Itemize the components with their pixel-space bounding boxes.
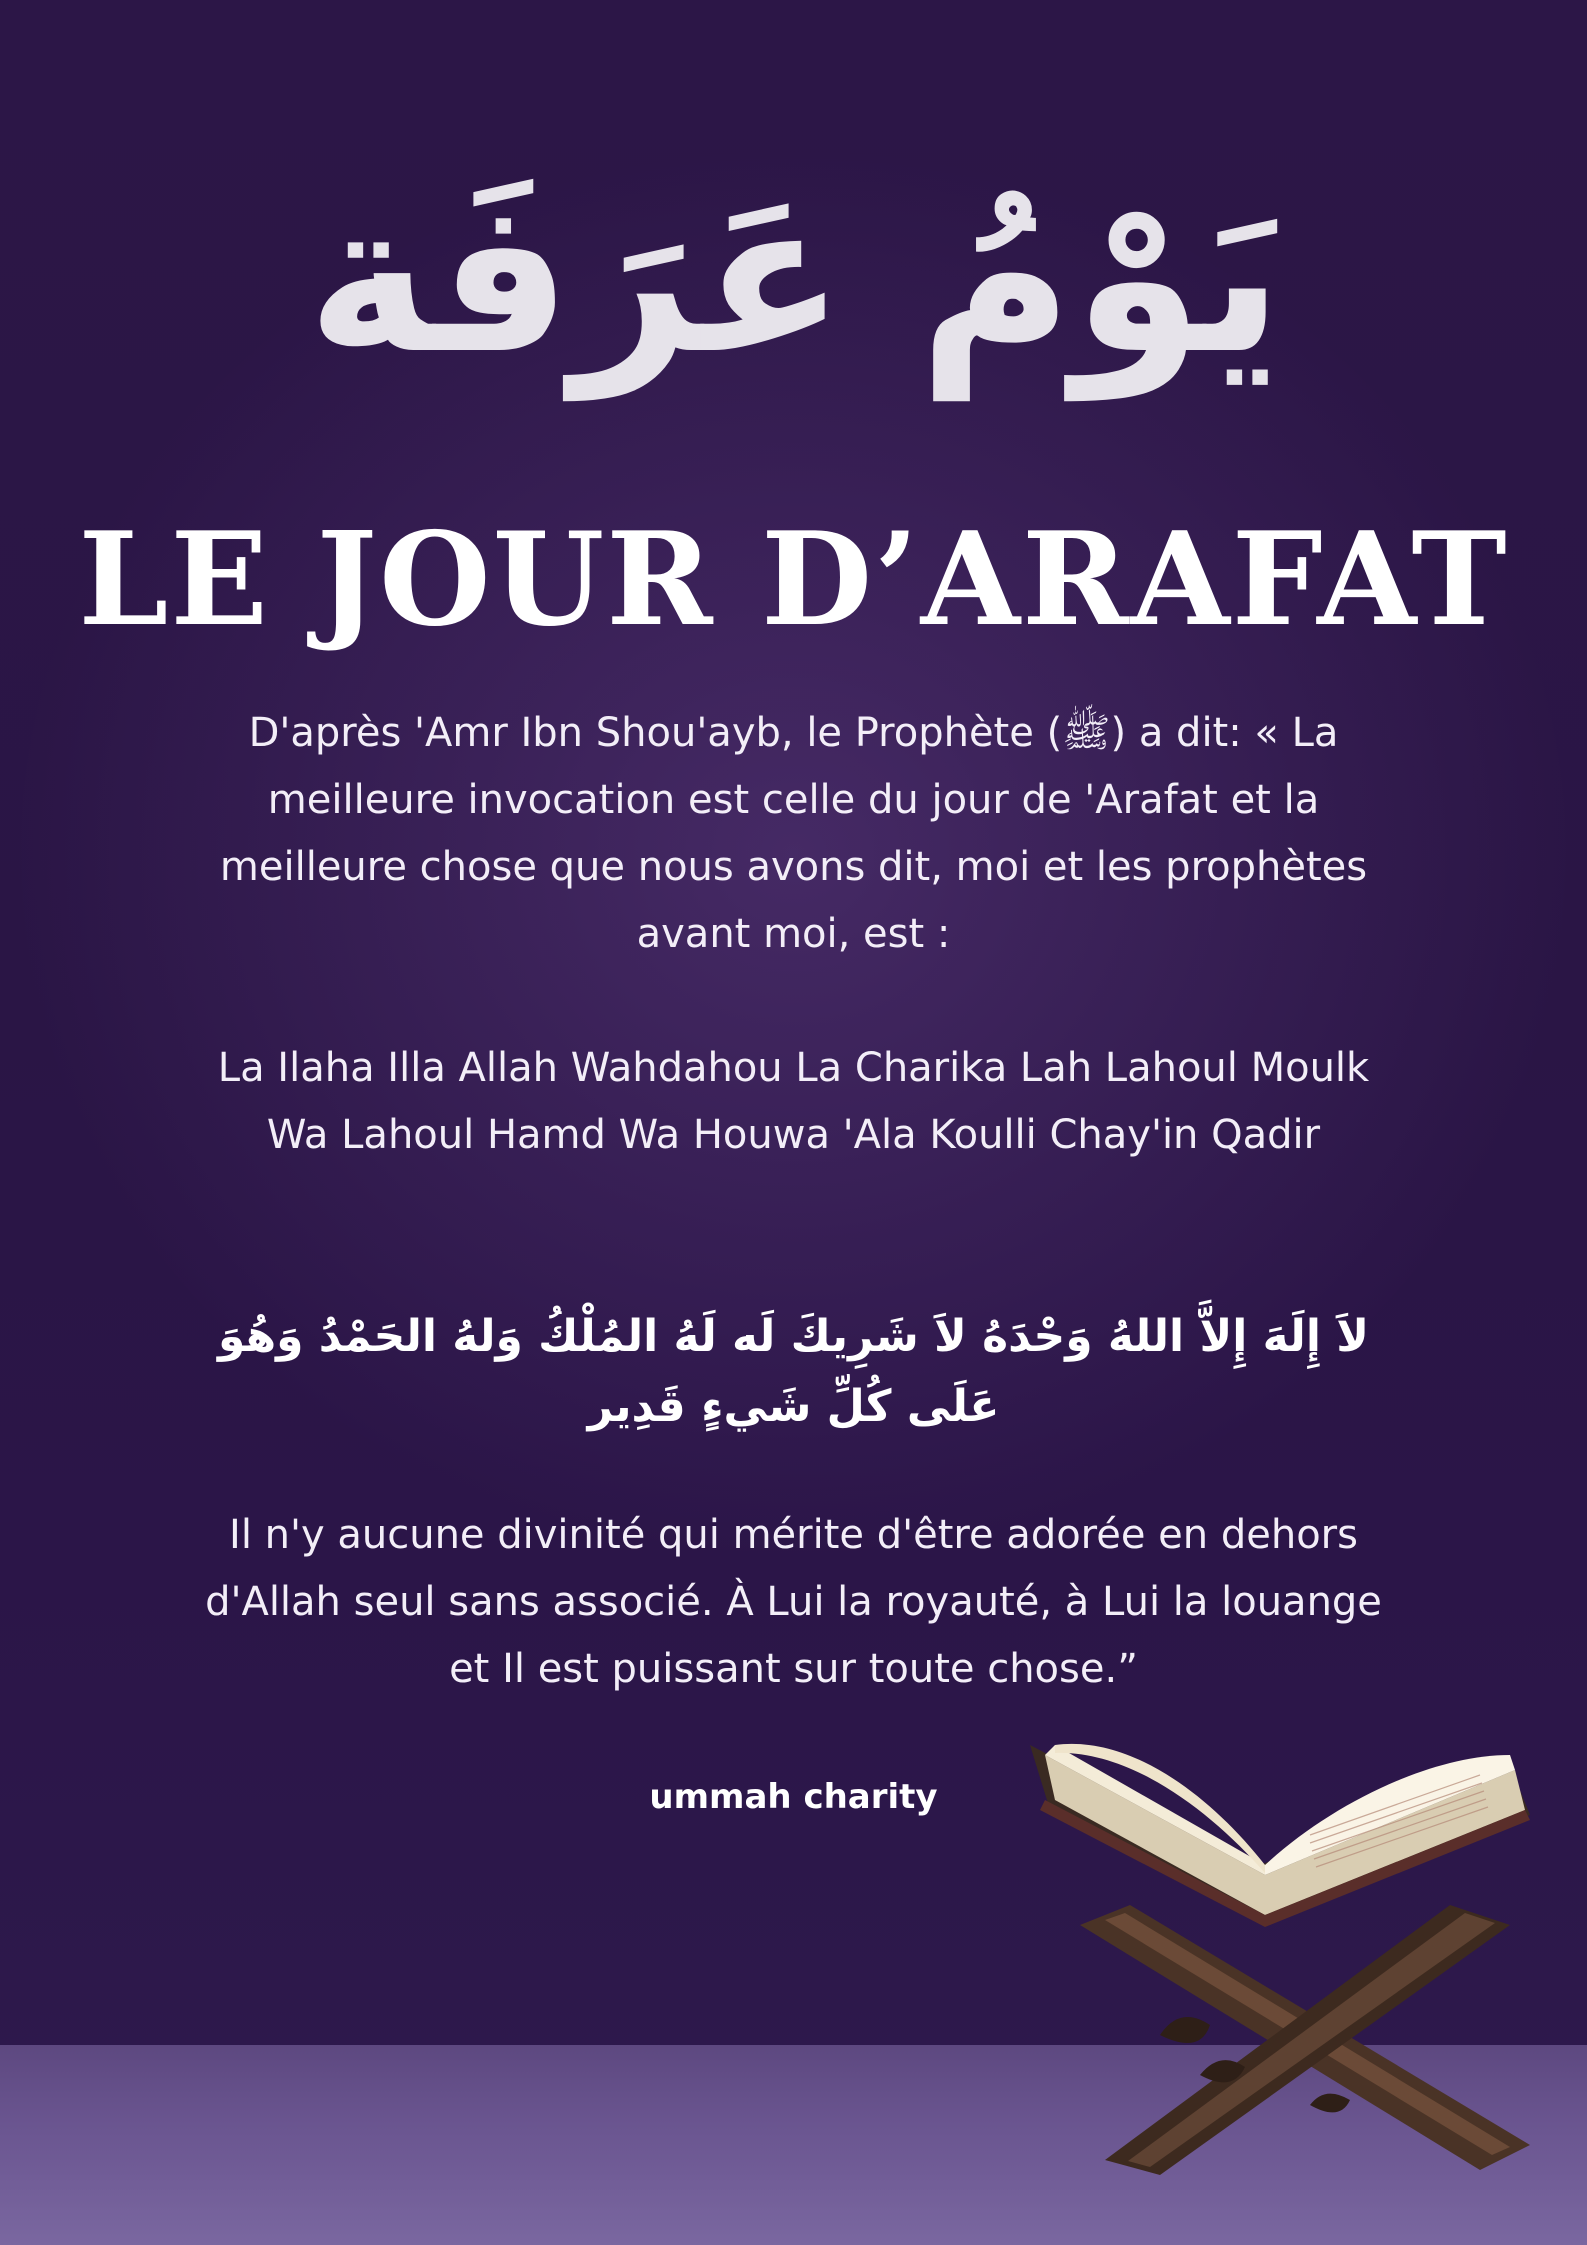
quran-stand-icon	[1010, 1715, 1570, 2185]
hadith-intro: D'après 'Amr Ibn Shou'ayb, le Prophète (ﷺ) a dit: « La meilleure invocation est celle du jour de 'Arafat et la meilleure chose que nous avons dit, moi et les prophètes avant moi, est :	[219, 710, 1368, 957]
page-title: LE JOUR D’ARAFAT	[78, 505, 1509, 655]
arabic-invocation: لاَ إِلَهَ إِلاَّ اللهُ وَحْدَهُ لاَ شَرِيكَ لَه لَهُ المُلْكُ وَلهُ الحَمْدُ وَهُوَ عَلَى كُلِّ شَيءٍ قَدِير	[218, 1311, 1369, 1432]
transliteration: La Ilaha Illa Allah Wahdahou La Charika Lah Lahoul Moulk Wa Lahoul Hamd Wa Houwa 'Ala Koulli Chay'in Qadir	[217, 1045, 1370, 1158]
arabic-calligraphy-icon	[306, 100, 1284, 460]
brand-name: ummah charity	[649, 1777, 938, 1817]
translation: Il n'y aucune divinité qui mérite d'être adorée en dehors d'Allah seul sans associé. À Lui la royauté, à Lui la louange et Il est puissant sur toute chose.”	[205, 1512, 1382, 1692]
arabic-title-text: يَوْمُ عَرَفَة	[306, 155, 1284, 400]
